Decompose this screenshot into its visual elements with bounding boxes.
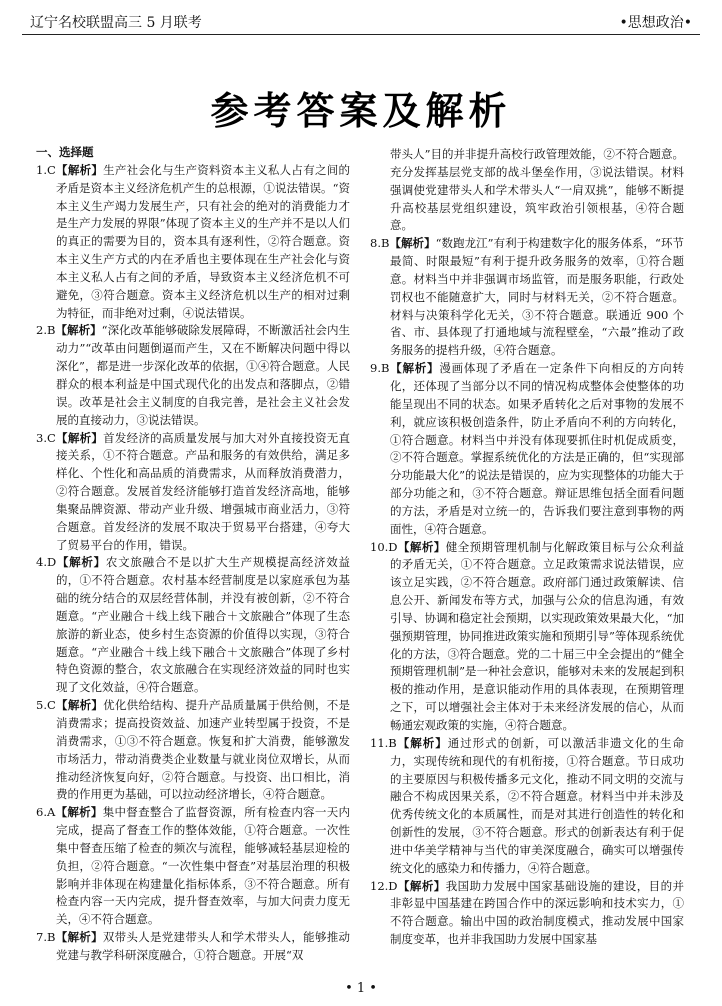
answer-item [370,878,684,949]
analysis-tag: 【解析】 [397,878,446,893]
page-number: • 1 • [345,981,377,996]
answer-explanation: 优化供给结构、提升产品质量属于供给侧，不是消费需求；提高投资效益、加速产业转型属于投资，不是消费需求，①③不符合题意。恢复和扩大消费，能够激发市场活力，带动消费类企业数量与就业岗位双增长，从而推动经济恢复向好，②符合题意。与投资、出口相比，消费的作用更为基础，可以拉动经济增长，④符合题意。 [56,698,350,802]
answer-explanation: “深化改革能够破除发展障碍，不断激活社会内生动力”“改革由问题倒逼而产生，又在不断解决问题中得以深化”，都是进一步深化改革的依据，①④符合题意。人民群众的根本利益是中国式现代化的出发点和落脚点，②错误。改革是社会主义制度的自我完善，是社会主义社会发展的直接动力，③说法错误。 [56,323,350,427]
answer-number: 2.B [36,323,56,338]
answer-item [36,697,350,804]
answer-item [36,162,350,323]
analysis-tag: 【解析】 [55,323,102,338]
answer-explanation: 漫画体现了矛盾在一定条件下向相反的方向转化，还体现了当部分以不同的情况构成整体会使整体的功能呈现出不同的状态。如果矛盾转化之后对事物的发展不利，就应该积极创造条件，防止矛盾向不利的方向转化，①符合题意。材料当中并没有体现要抓住时机促成质变，②不符合题意。掌握系统优化的方法是正确的，但“实现部分功能最大化”的说法是错误的，应为实现整体的功能大于部分功能之和，③不符合题意。辩证思维包括全面看问题的方法，矛盾是对立统一的，告诉我们要注意到事物的两面性，④符合题意。 [390,361,685,536]
analysis-tag: 【解析】 [389,236,436,251]
right-answer-list [370,235,684,949]
answer-number: 5.C [36,698,56,713]
answer-item [370,539,684,735]
analysis-tag: 【解析】 [396,735,448,750]
answer-item [36,804,350,929]
left-column [36,144,350,965]
answer-number: 1.C [36,162,56,177]
answer-item [370,735,684,878]
continued-answer: 带头人”目的并非提升高校行政管理效能，②不符合题意。充分发挥基层党支部的战斗堡垒作用，③说法错误。材料强调使党建带头人和学术带头人“一肩双挑”，能够不断提升高校基层党组织建设，筑牢政治引领根基，④符合题意。 [390,147,684,233]
answer-number: 3.C [36,430,56,445]
answer-explanation: 生产社会化与生产资料资本主义私人占有之间的矛盾是资本主义经济危机产生的总根源，①说法错误。“资本主义生产竭力发展生产，只有社会的绝对的消费能力才是生产力发展的界限”体现了资本主义的生产并不是以人们的真正的需要为目的，资本具有逐利性，②符合题意。资本主义生产方式的内在矛盾也主要体现在生产社会化与资本主义私人占有之间的矛盾，导致资本主义经济危机不可避免，③符合题意。资本主义经济危机以生产的相对过剩为特征，而非绝对过剩，④说法错误。 [56,162,350,320]
answer-explanation: 健全预期管理机制与化解政策目标与公众利益的矛盾无关，①不符合题意。立足政策需求说法错误，应该立足实践，②不符合题意。政府部门通过政策解读、信息公开、新闻发布等方式，加强与公众的信息沟通，有效引导、协调和稳定社会预期，以实现政策效果最大化，“加强预期管理，协同推进政策实施和预期引导”等体现系统优化的方法，③符合题意。党的二十届三中全会提出的“健全预期管理机制”是一种社会意识，能够对未来的发展起到积极的推动作用，是意识能动作用的具体表现，在预期管理之下，可以增强社会主体对于未来经济发展的信心，从而畅通宏观政策的实施，④符合题意。 [390,539,685,732]
answer-explanation: “数跑龙江”有利于构建数字化的服务体系，“环节最简、时限最短”有利于提升政务服务的效率，①符合题意。材料当中并非强调市场监管，而是服务职能，行政处罚权也不能随意扩大，同时与材料无关，②不符合题意。材料与决策科学化无关，③不符合题意。联通近 900 个省、市、县体现了打通地域与流程壁垒，“六最”推动了政务服务的提档升级，④符合题意。 [390,236,684,358]
answer-number: 6.A [36,805,56,820]
answer-explanation: 集中督查整合了监督资源，所有检查内容一天内完成，提高了督查工作的整体效能，①符合题意。一次性集中督查压缩了检查的频次与流程，能够减轻基层迎检的负担，②符合题意。“一次性集中督查”对基层治理的积极影响并非体现在构建量化指标体系，③不符合题意。所有检查内容一天内完成，提升督查效率，与加大问责力度无关，④不符合题意。 [56,805,351,927]
analysis-tag: 【解析】 [55,930,103,945]
section-heading: 一、选择题 [36,145,94,159]
analysis-tag: 【解析】 [55,430,104,445]
answer-number: 4.D [36,555,57,570]
page-header [22,10,700,35]
answer-number: 10.D [370,539,398,554]
exam-name: 辽宁名校联盟高三 5 月联考 [30,15,202,31]
analysis-tag: 【解析】 [55,805,103,820]
answer-number: 7.B [36,930,56,945]
answer-item [370,360,684,538]
answer-item [36,322,350,429]
subject-label: •思想政治• [619,15,692,31]
answer-item [36,929,350,965]
analysis-tag: 【解析】 [389,361,440,376]
answer-item [36,430,350,555]
answer-item [370,235,684,360]
left-answer-list [36,162,350,965]
answer-explanation: 我国助力发展中国家基础设施的建设，目的并非彰显中国基建在跨国合作中的深远影响和技术实力，①不符合题意。输出中国的政治制度模式，推动发展中国家制度变革，也并非我国助力发展中国家基 [390,878,685,947]
answer-number: 11.B [370,735,397,750]
answer-explanation: 农文旅融合不是以扩大生产规模提高经济效益的，①不符合题意。农村基本经营制度是以家庭承包为基础的统分结合的双层经营体制，并没有被创新，②不符合题意。“产业融合＋线上线下融合＋文旅融合”体现了生态旅游的新业态，使乡村生态资源的价值得以实现，③符合题意。“产业融合＋线上线下融合＋文旅融合”体现了乡村特色资源的整合，农文旅融合在实现经济效益的同时也实现了文化效益，④符合题意。 [56,555,351,695]
analysis-tag: 【解析】 [55,162,104,177]
analysis-tag: 【解析】 [55,698,104,713]
answer-item [36,554,350,697]
answer-number: 8.B [370,236,390,251]
analysis-tag: 【解析】 [397,539,446,554]
answer-explanation: 双带头人是党建带头人和学术带头人，能够推动党建与教学科研深度融合，①符合题意。开展“双 [56,930,351,962]
answer-explanation: 通过形式的创新，可以激活非遗文化的生命力，实现传统和现代的有机衔接，①符合题意。节日成功的主要原因与积极传播多元文化，推动不同文明的交流与融合不构成因果关系，②不符合题意。材料当中并未涉及优秀传统文化的本质属性，而是对其进行创造性的转化和创新性的发展，③不符合题意。形式的创新表达有利于促进中华美学精神与当代的审美深度融合，确实可以增强传统文化的感染力和传播力，④符合题意。 [390,735,685,875]
page-title: 参考答案及解析 [210,89,512,133]
answer-number: 9.B [370,361,390,376]
right-column [370,146,684,949]
answer-explanation: 首发经济的高质量发展与加大对外直接投资无直接关系，①不符合题意。产品和服务的有效供给，满足多样化、个性化和高品质的消费需求，从而释放消费潜力，②符合题意。发展首发经济能够打造首发经济高地，能够集聚品牌资源、带动产业升级、增强城市商业活力，③符合题意。首发经济的发展不取决于贸易平台搭建，④夸大了贸易平台的作用，错误。 [56,430,350,552]
answer-number: 12.D [370,878,398,893]
analysis-tag: 【解析】 [56,555,106,570]
